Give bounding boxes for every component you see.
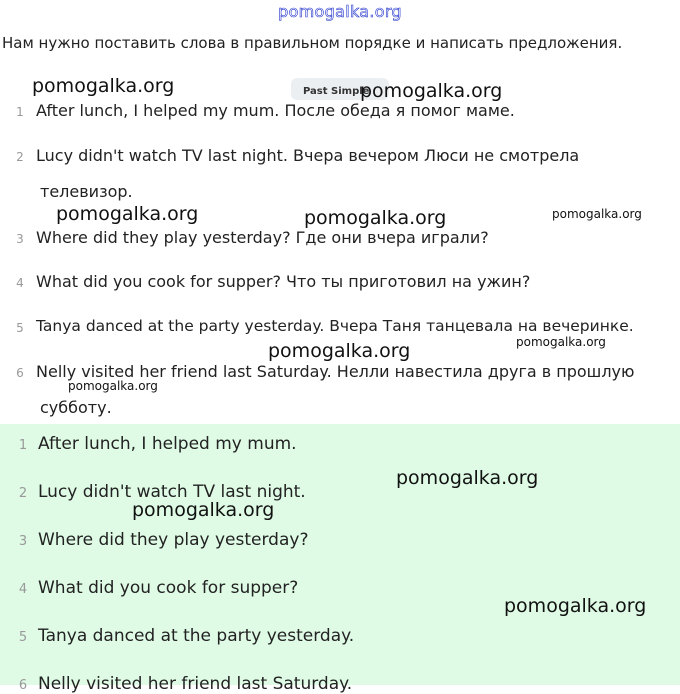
item-text: Tanya danced at the party yesterday. Вчера Таня танцевала на вечеринке.: [36, 317, 634, 335]
item-number: 3: [16, 232, 24, 246]
item-number: 4: [16, 276, 24, 290]
watermark: pomogalka.org: [360, 80, 503, 102]
item-number: 1: [18, 438, 28, 453]
item-text: Lucy didn't watch TV last night. Вчера вечером Люси не смотрела: [36, 146, 580, 165]
watermark: pomogalka.org: [32, 75, 175, 97]
watermark: pomogalka.org: [56, 203, 199, 225]
watermark: pomogalka.org: [268, 340, 411, 362]
watermark: pomogalka.org: [516, 335, 606, 349]
watermark: pomogalka.org: [396, 467, 539, 489]
item-number: 5: [18, 630, 28, 645]
item-number: 1: [16, 105, 24, 119]
item-text: Nelly visited her friend last Saturday. Нелли навестила друга в прошлую: [36, 362, 635, 381]
item-text: What did you cook for supper?: [38, 578, 299, 598]
item-number: 2: [16, 150, 24, 164]
item-number: 6: [18, 678, 28, 693]
watermark: pomogalka.org: [304, 207, 447, 229]
watermark: pomogalka.org: [68, 379, 158, 393]
item-number: 4: [18, 582, 28, 597]
watermark: pomogalka.org: [504, 595, 647, 617]
item-text: What did you cook for supper? Что ты приготовил на ужин?: [36, 272, 531, 291]
watermark: pomogalka.org: [552, 207, 642, 221]
watermark: pomogalka.org: [132, 499, 275, 521]
header-watermark: pomogalka.org: [278, 2, 402, 21]
answers-panel: [0, 424, 680, 694]
item-text-continued: телевизор.: [40, 182, 133, 201]
item-number: 5: [16, 321, 24, 335]
item-text: After lunch, I helped my mum. После обеда я помог маме.: [36, 101, 515, 120]
item-number: 3: [18, 534, 28, 549]
item-text: Where did they play yesterday?: [38, 530, 309, 550]
item-text: Where did they play yesterday? Где они вчера играли?: [36, 228, 489, 247]
item-number: 6: [16, 366, 24, 380]
item-number: 2: [18, 486, 28, 501]
item-text-continued: субботу.: [40, 398, 112, 417]
item-text: After lunch, I helped my mum.: [38, 434, 297, 454]
tense-chip[interactable]: Past Simple: [291, 78, 389, 100]
item-text: Lucy didn't watch TV last night.: [38, 482, 306, 502]
item-text: Tanya danced at the party yesterday.: [38, 626, 355, 646]
instruction-text: Нам нужно поставить слова в правильном порядке и написать предложения.: [2, 34, 623, 52]
item-text: Nelly visited her friend last Saturday.: [38, 674, 353, 694]
